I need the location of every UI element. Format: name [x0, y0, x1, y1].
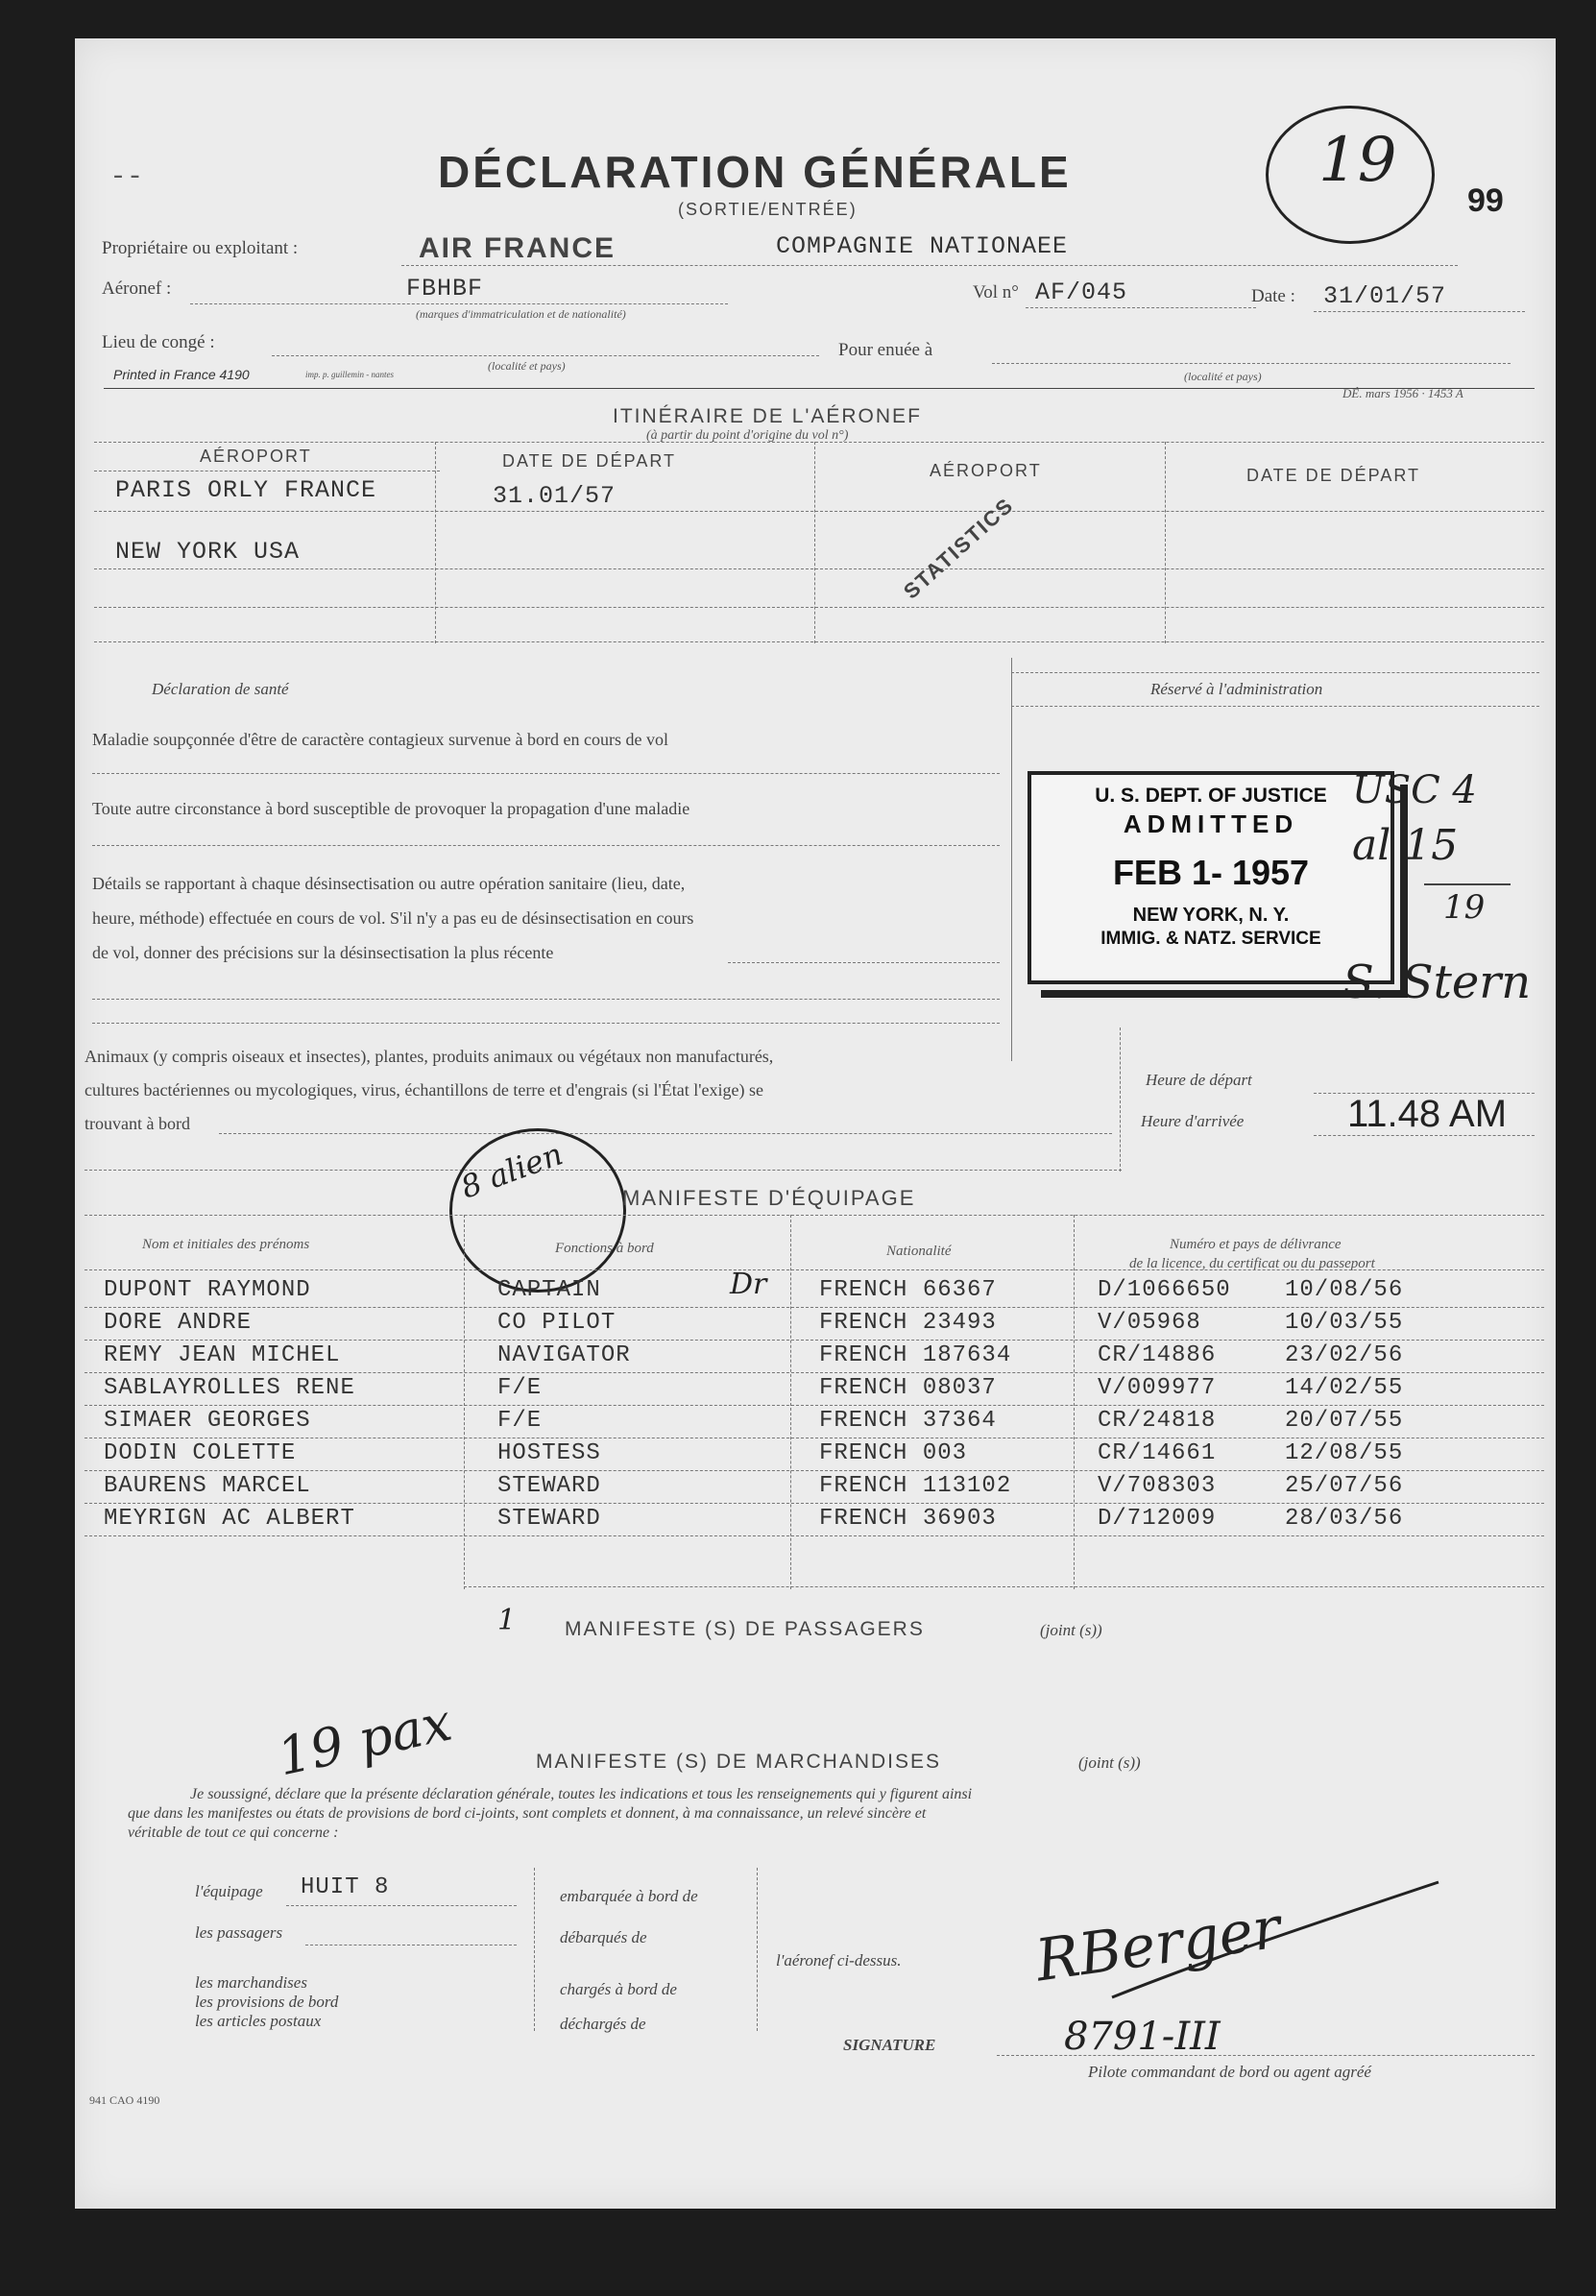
signature-line — [997, 2055, 1535, 2056]
crew-license-date: 25/07/56 — [1285, 1473, 1404, 1499]
crew-license-date: 28/03/56 — [1285, 1506, 1404, 1532]
crew-row-rule — [85, 1503, 1544, 1504]
crew-license: CR/14886 — [1098, 1342, 1217, 1368]
document-page — [75, 38, 1556, 2209]
declaration-line-3: véritable de tout ce qui concerne : — [128, 1825, 339, 1841]
itinerary-row-rule-2 — [94, 568, 1544, 569]
owner-value: AIR FRANCE — [419, 232, 616, 264]
footer-code: 941 CAO 4190 — [89, 2093, 160, 2107]
crew-count-label: l'équipage — [195, 1882, 263, 1900]
crew-name: SABLAYROLLES RENE — [104, 1375, 355, 1401]
crew-name: DUPONT RAYMOND — [104, 1277, 311, 1303]
health-q4-line-1: Animaux (y compris oiseaux et insectes), plantes, produits animaux ou végétaux non manufacturés, — [85, 1047, 774, 1066]
crew-row — [75, 1310, 1556, 1342]
signature-hint: Pilote commandant de bord ou agent agréé — [1088, 2063, 1371, 2081]
stamp-admitted: ADMITTED — [1123, 810, 1299, 838]
goods-joined: (joint (s)) — [1078, 1753, 1141, 1772]
provisions-label: les provisions de bord — [195, 1993, 339, 2011]
signature-value: RBerger — [1031, 1894, 1285, 1995]
crew-name: BAURENS MARCEL — [104, 1473, 311, 1499]
form-subtitle: (SORTIE/ENTRÉE) — [678, 200, 858, 219]
crew-function: STEWARD — [497, 1473, 601, 1499]
signature-number: 8791-III — [1064, 2015, 1221, 2059]
itinerary-row-rule-3 — [94, 607, 1544, 608]
crew-license: V/009977 — [1098, 1375, 1217, 1401]
goods-label: les marchandises — [195, 1973, 307, 1992]
crew-nationality: FRENCH 66367 — [819, 1277, 997, 1303]
owner-line — [401, 265, 1458, 266]
printed-note: Printed in France 4190 — [113, 367, 250, 382]
passengers-label: les passagers — [195, 1923, 283, 1942]
admin-top-rule — [1011, 672, 1539, 673]
crew-row — [75, 1473, 1556, 1506]
crew-function: HOSTESS — [497, 1440, 601, 1466]
printer-note: imp. p. guillemin - nantes — [305, 370, 394, 379]
crew-license-date: 12/08/55 — [1285, 1440, 1404, 1466]
crew-license: V/05968 — [1098, 1310, 1201, 1336]
top-dashes: - - — [113, 158, 140, 190]
crew-row-rule — [85, 1405, 1544, 1406]
crew-col-name: Nom et initiales des prénoms — [142, 1237, 310, 1252]
admin-note-fraction — [1424, 883, 1511, 885]
crew-license-date: 10/03/55 — [1285, 1310, 1404, 1336]
arrival-time-value: 11.48 AM — [1347, 1093, 1508, 1135]
crew-license-date: 14/02/55 — [1285, 1375, 1404, 1401]
signature-stroke — [1093, 1863, 1458, 2017]
health-q3-line-b — [92, 999, 1000, 1000]
health-q4-line-2: cultures bactériennes ou mycologiques, virus, échantillons de terre et d'engrais (si l'État l'exige) se — [85, 1080, 764, 1100]
crew-name: MEYRIGN AC ALBERT — [104, 1506, 355, 1532]
flight-line — [1026, 307, 1256, 308]
itinerary-heading: ITINÉRAIRE DE L'AÉRONEF — [613, 405, 922, 427]
crew-row — [75, 1506, 1556, 1538]
itinerary-top-rule — [94, 442, 1544, 443]
itinerary-col-sep-3 — [1165, 442, 1166, 643]
stamp-service: IMMIG. & NATZ. SERVICE — [1100, 929, 1321, 949]
crew-bottom-rule — [464, 1586, 1544, 1587]
itinerary-row-2-airport: NEW YORK USA — [115, 538, 301, 566]
crew-function: NAVIGATOR — [497, 1342, 631, 1368]
header-rule — [104, 388, 1535, 389]
admin-note-line-3: 19 — [1443, 888, 1486, 927]
postal-label: les articles postaux — [195, 2012, 322, 2030]
crew-nationality: FRENCH 23493 — [819, 1310, 997, 1336]
passengers-joined: (joint (s)) — [1040, 1621, 1102, 1639]
crew-col-license-1: Numéro et pays de délivrance — [1170, 1237, 1342, 1252]
form-reference: DÉ. mars 1956 · 1453 A — [1342, 386, 1463, 400]
itinerary-col-airport-2: AÉROPORT — [930, 461, 1042, 480]
crew-nationality: FRENCH 36903 — [819, 1506, 997, 1532]
crew-function: F/E — [497, 1408, 543, 1434]
admin-note-line-1: USC 4 — [1352, 768, 1477, 812]
aircraft-label: Aéronef : — [102, 278, 172, 299]
crew-nationality: FRENCH 08037 — [819, 1375, 997, 1401]
itinerary-subheading: (à partir du point d'origine du vol n°) — [646, 428, 849, 443]
crew-row — [75, 1375, 1556, 1408]
crew-name: SIMAER GEORGES — [104, 1408, 311, 1434]
crew-nationality: FRENCH 187634 — [819, 1342, 1012, 1368]
health-q4-line — [219, 1133, 1112, 1134]
declaration-line-1: Je soussigné, déclare que la présente déclaration générale, toutes les indications et tous les renseignements qui y figurent ainsi — [190, 1786, 973, 1802]
date-label: Date : — [1251, 286, 1295, 306]
itinerary-bottom-rule — [94, 641, 1544, 642]
crew-row-rule — [85, 1307, 1544, 1308]
signature-label: SIGNATURE — [843, 2036, 936, 2054]
health-q4-line-3: trouvant à bord — [85, 1114, 190, 1133]
crew-row — [75, 1277, 1556, 1310]
itinerary-row-1-date: 31.01/57 — [493, 482, 617, 510]
passenger-count-mark: 1 — [497, 1604, 517, 1637]
crew-license-date: 10/08/56 — [1285, 1277, 1404, 1303]
departure-place-label: Lieu de congé : — [102, 332, 215, 352]
crew-function: CAPTAIN — [497, 1277, 601, 1303]
aircraft-line — [190, 303, 728, 304]
owner-label: Propriétaire ou exploitant : — [102, 238, 299, 258]
crew-nationality: FRENCH 37364 — [819, 1408, 997, 1434]
health-q4-box-right — [1120, 1027, 1121, 1172]
circled-number: 19 — [1318, 125, 1397, 196]
loaded-label: chargés à bord de — [560, 1980, 677, 1998]
stamp-dept: U. S. DEPT. OF JUSTICE — [1095, 785, 1327, 807]
circled-alien-note: 8 alien — [455, 1135, 568, 1206]
health-q1: Maladie soupçonnée d'être de caractère contagieux survenue à bord en cours de vol — [92, 730, 668, 749]
destination-label: Pour enuée à — [838, 340, 933, 360]
crew-license-date: 23/02/56 — [1285, 1342, 1404, 1368]
arrival-time-label: Heure d'arrivée — [1141, 1112, 1245, 1130]
embarked-label: embarquée à bord de — [560, 1887, 698, 1905]
disembarked-label: débarqués de — [560, 1928, 647, 1946]
stamp-date: FEB 1- 1957 — [1112, 853, 1310, 892]
health-section-rule — [92, 1023, 1000, 1024]
health-q3-line-3: de vol, donner des précisions sur la désinsectisation la plus récente — [92, 943, 554, 962]
declaration-brace-1 — [534, 1868, 535, 2031]
flight-label: Vol n° — [973, 282, 1019, 302]
health-q3-line-1: Détails se rapportant à chaque désinsectisation ou autre opération sanitaire (lieu, date, — [92, 874, 686, 893]
date-line — [1314, 311, 1525, 312]
itinerary-col-date-2: DATE DE DÉPART — [1246, 466, 1421, 485]
owner-extra: COMPAGNIE NATIONAEE — [776, 232, 1069, 260]
crew-row-rule — [85, 1340, 1544, 1341]
crew-col-function: Fonctions à bord — [555, 1241, 654, 1256]
dr-mark: Dr — [730, 1268, 767, 1301]
itinerary-row-rule-1 — [94, 511, 1544, 512]
unloaded-label: déchargés de — [560, 2015, 646, 2033]
crew-function: F/E — [497, 1375, 543, 1401]
crew-row — [75, 1440, 1556, 1473]
health-heading: Déclaration de santé — [152, 680, 289, 698]
aircraft-above-label: l'aéronef ci-dessus. — [776, 1951, 902, 1970]
declaration-line-2: que dans les manifestes ou états de provisions de bord ci-joints, sont complets et donnent, à ma connaissance, un relevé sincère et — [128, 1805, 927, 1822]
health-q3-line-2: heure, méthode) effectuée en cours de vol. S'il n'y a pas eu de désinsectisation en cours — [92, 908, 694, 928]
destination-hint: (localité et pays) — [1184, 370, 1262, 383]
page-number: 99 — [1467, 182, 1504, 219]
itinerary-col-airport: AÉROPORT — [200, 447, 312, 466]
admission-stamp — [1028, 771, 1394, 984]
crew-license: D/712009 — [1098, 1506, 1217, 1532]
crew-count-value: HUIT 8 — [301, 1874, 390, 1900]
crew-license: D/1066650 — [1098, 1277, 1231, 1303]
crew-count-line — [286, 1905, 517, 1906]
crew-top-rule — [85, 1215, 1544, 1216]
aircraft-value: FBHBF — [406, 275, 484, 302]
crew-row — [75, 1342, 1556, 1375]
crew-license: CR/24818 — [1098, 1408, 1217, 1434]
admin-note-line-2: al 15 — [1352, 821, 1459, 870]
aircraft-hint: (marques d'immatriculation et de nationalité) — [416, 307, 626, 321]
date-value: 31/01/57 — [1323, 282, 1447, 310]
passengers-line — [305, 1945, 517, 1946]
destination-line — [992, 363, 1511, 364]
itinerary-col-sep-1 — [435, 442, 436, 643]
passengers-heading: MANIFESTE (S) DE PASSAGERS — [565, 1618, 925, 1640]
itinerary-col-sep-2 — [814, 442, 815, 643]
health-q2-line — [92, 845, 1000, 846]
crew-row-rule — [85, 1372, 1544, 1373]
crew-name: DODIN COLETTE — [104, 1440, 297, 1466]
crew-nationality: FRENCH 113102 — [819, 1473, 1012, 1499]
health-q3-line — [728, 962, 1000, 963]
crew-license-date: 20/07/55 — [1285, 1408, 1404, 1434]
crew-nationality: FRENCH 003 — [819, 1440, 968, 1466]
flight-value: AF/045 — [1035, 278, 1128, 306]
crew-header-rule — [85, 1269, 1544, 1270]
itinerary-row-1-airport: PARIS ORLY FRANCE — [115, 476, 377, 504]
passenger-count-handwritten: 19 pax — [272, 1691, 457, 1788]
admin-initials: S. Stern — [1342, 955, 1532, 1009]
stamp-city: NEW YORK, N. Y. — [1132, 905, 1290, 926]
admin-heading-rule — [1011, 706, 1539, 707]
departure-time-label: Heure de départ — [1146, 1071, 1252, 1089]
crew-col-nationality: Nationalité — [886, 1244, 952, 1259]
crew-col-license-2: de la licence, du certificat ou du passeport — [1129, 1256, 1375, 1271]
form-title: DÉCLARATION GÉNÉRALE — [438, 147, 1072, 197]
crew-license: V/708303 — [1098, 1473, 1217, 1499]
goods-heading: MANIFESTE (S) DE MARCHANDISES — [536, 1751, 942, 1773]
crew-license: CR/14661 — [1098, 1440, 1217, 1466]
departure-place-hint: (localité et pays) — [488, 359, 566, 373]
crew-function: STEWARD — [497, 1506, 601, 1532]
itinerary-col-date: DATE DE DÉPART — [502, 451, 677, 471]
statistics-stamp: STATISTICS — [899, 492, 1019, 604]
crew-name: REMY JEAN MICHEL — [104, 1342, 341, 1368]
crew-heading: MANIFESTE D'ÉQUIPAGE — [622, 1186, 916, 1210]
health-admin-divider — [1011, 658, 1012, 1061]
crew-function: CO PILOT — [497, 1310, 617, 1336]
crew-name: DORE ANDRE — [104, 1310, 253, 1336]
admin-heading: Réservé à l'administration — [1150, 680, 1323, 698]
arrival-time-line — [1314, 1135, 1535, 1136]
declaration-brace-2 — [757, 1868, 758, 2031]
crew-row-rule — [85, 1470, 1544, 1471]
crew-row — [75, 1408, 1556, 1440]
crew-row-rule — [85, 1535, 1544, 1536]
health-q2: Toute autre circonstance à bord susceptible de provoquer la propagation d'une maladie — [92, 799, 690, 818]
health-q1-line — [92, 773, 1000, 774]
departure-place-line — [272, 355, 819, 356]
